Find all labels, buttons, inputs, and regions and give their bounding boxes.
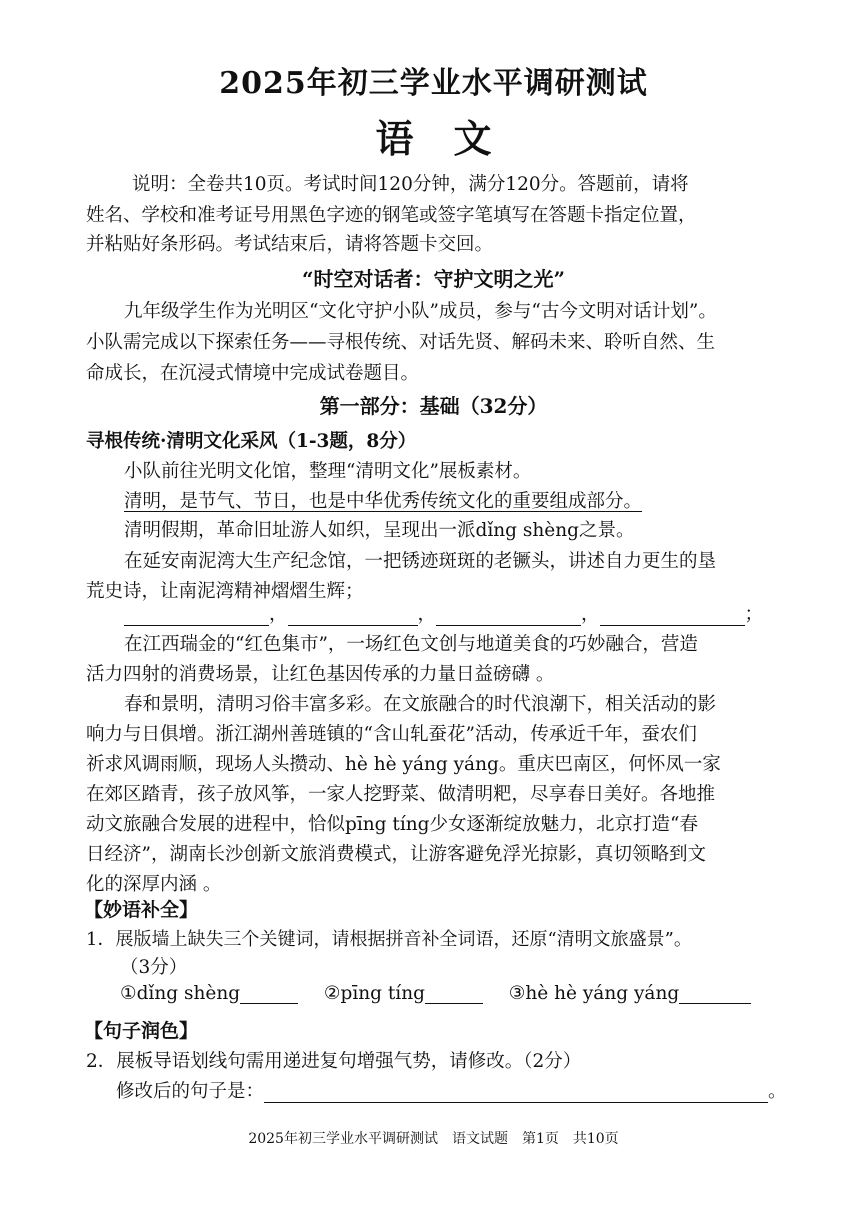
blank-end: ； — [744, 604, 764, 625]
answer-blank[interactable] — [124, 607, 269, 626]
subject-title: 语文 — [375, 116, 532, 161]
q1-tag: 【妙语补全】 — [84, 899, 199, 921]
q2-prompt: 2．展板导语划线句需用递进复句增强气势，请修改。（2分） — [86, 1051, 582, 1072]
blank-row — [124, 600, 763, 626]
instruction-line: 说明：全卷共10页。考试时间120分钟，满分120分。答题前，请将 — [132, 174, 689, 195]
paragraph-2-line: 荒史诗，让南泥湾精神熠熠生辉； — [86, 581, 364, 602]
paragraph-4-line: 响力与日俱增。浙江湖州善琏镇的“含山轧蚕花”活动，传承近千年，蚕农们 — [86, 724, 697, 745]
part-title: 第一部分：基础（32分） — [319, 394, 548, 418]
underlined-sentence: 清明，是节气、节日，也是中华优秀传统文化的重要组成部分。 — [124, 491, 643, 512]
blank-separator: ， — [417, 604, 437, 625]
paragraph-4-line: 祈求风调雨顺，现场人头攒动、hè hè yáng yáng。重庆巴南区，何怀凤一家 — [86, 754, 721, 775]
paragraph-4-line: 日经济”，湖南长沙创新文旅消费模式，让游客避免浮光掠影，真切领略到文 — [86, 844, 706, 865]
q1-options — [120, 983, 751, 1004]
answer-blank[interactable] — [600, 607, 745, 626]
answer-blank[interactable] — [240, 985, 298, 1004]
instruction-line: 姓名、学校和准考证号用黑色字迹的钢笔或签字笔填写在答题卡指定位置， — [86, 205, 697, 226]
q1-option-2: ②pīng tíng — [323, 983, 425, 1004]
page-footer: 2025年初三学业水平调研测试 语文试题 第1页 共10页 — [248, 1131, 619, 1147]
paragraph-1: 清明假期，革命旧址游人如织，呈现出一派dǐng shèng之景。 — [124, 520, 635, 541]
section-title: 寻根传统·清明文化采风（1-3题，8分） — [86, 431, 417, 452]
blank-separator: ， — [269, 604, 288, 625]
paragraph-4-line: 化的深厚内涵 。 — [86, 874, 222, 895]
paragraph-4-line: 春和景明，清明习俗丰富多彩。在文旅融合的时代浪潮下，相关活动的影 — [124, 694, 717, 715]
paragraph-3-line: 在江西瑞金的“红色集市”，一场红色文创与地道美食的巧妙融合，营造 — [124, 634, 698, 655]
q2-answer-row — [116, 1077, 787, 1103]
paragraph-2-line: 在延安南泥湾大生产纪念馆，一把锈迹斑斑的老镢头，讲述自力更生的垦 — [124, 551, 717, 572]
q1-score: （3分） — [120, 957, 188, 978]
q1-prompt: 1．展版墙上缺失三个关键词，请根据拼音补全词语，还原“清明文旅盛景”。 — [86, 929, 692, 950]
q1-option-3: ③hè hè yáng yáng — [508, 983, 680, 1004]
paragraph-4-line: 在郊区踏青，孩子放风筝，一家人挖野菜、做清明粑，尽享春日美好。各地推 — [86, 784, 716, 805]
theme-line: 命成长，在沉浸式情境中完成试卷题目。 — [86, 363, 420, 384]
paragraph-3-line: 活力四射的消费场景，让红色基因传承的力量日益磅礴 。 — [86, 664, 555, 685]
q1-option-1: ①dǐng shèng — [120, 983, 241, 1004]
answer-blank[interactable] — [679, 985, 751, 1004]
exam-title: 2025年初三学业水平调研测试 — [219, 66, 648, 101]
answer-blank[interactable] — [425, 985, 483, 1004]
paragraph-4-line: 动文旅融合发展的进程中，恰似pīng tíng少女逐渐绽放魅力，北京打造“春 — [86, 814, 698, 835]
q2-tag: 【句子润色】 — [84, 1020, 199, 1042]
answer-blank[interactable] — [288, 607, 418, 626]
blank-separator: ， — [581, 604, 600, 625]
q2-end: 。 — [768, 1081, 787, 1102]
instruction-line: 并粘贴好条形码。考试结束后，请将答题卡交回。 — [86, 234, 494, 255]
q2-answer-label: 修改后的句子是： — [116, 1081, 265, 1102]
theme-title: “时空对话者：守护文明之光” — [301, 267, 565, 291]
section-intro: 小队前往光明文化馆，整理“清明文化”展板素材。 — [124, 461, 532, 482]
answer-blank[interactable] — [264, 1084, 768, 1103]
theme-line: 九年级学生作为光明区“文化守护小队”成员，参与“古今文明对话计划”。 — [124, 301, 717, 322]
theme-line: 小队需完成以下探索任务——寻根传统、对话先贤、解码未来、聆听自然、生 — [86, 332, 716, 353]
answer-blank[interactable] — [436, 607, 581, 626]
